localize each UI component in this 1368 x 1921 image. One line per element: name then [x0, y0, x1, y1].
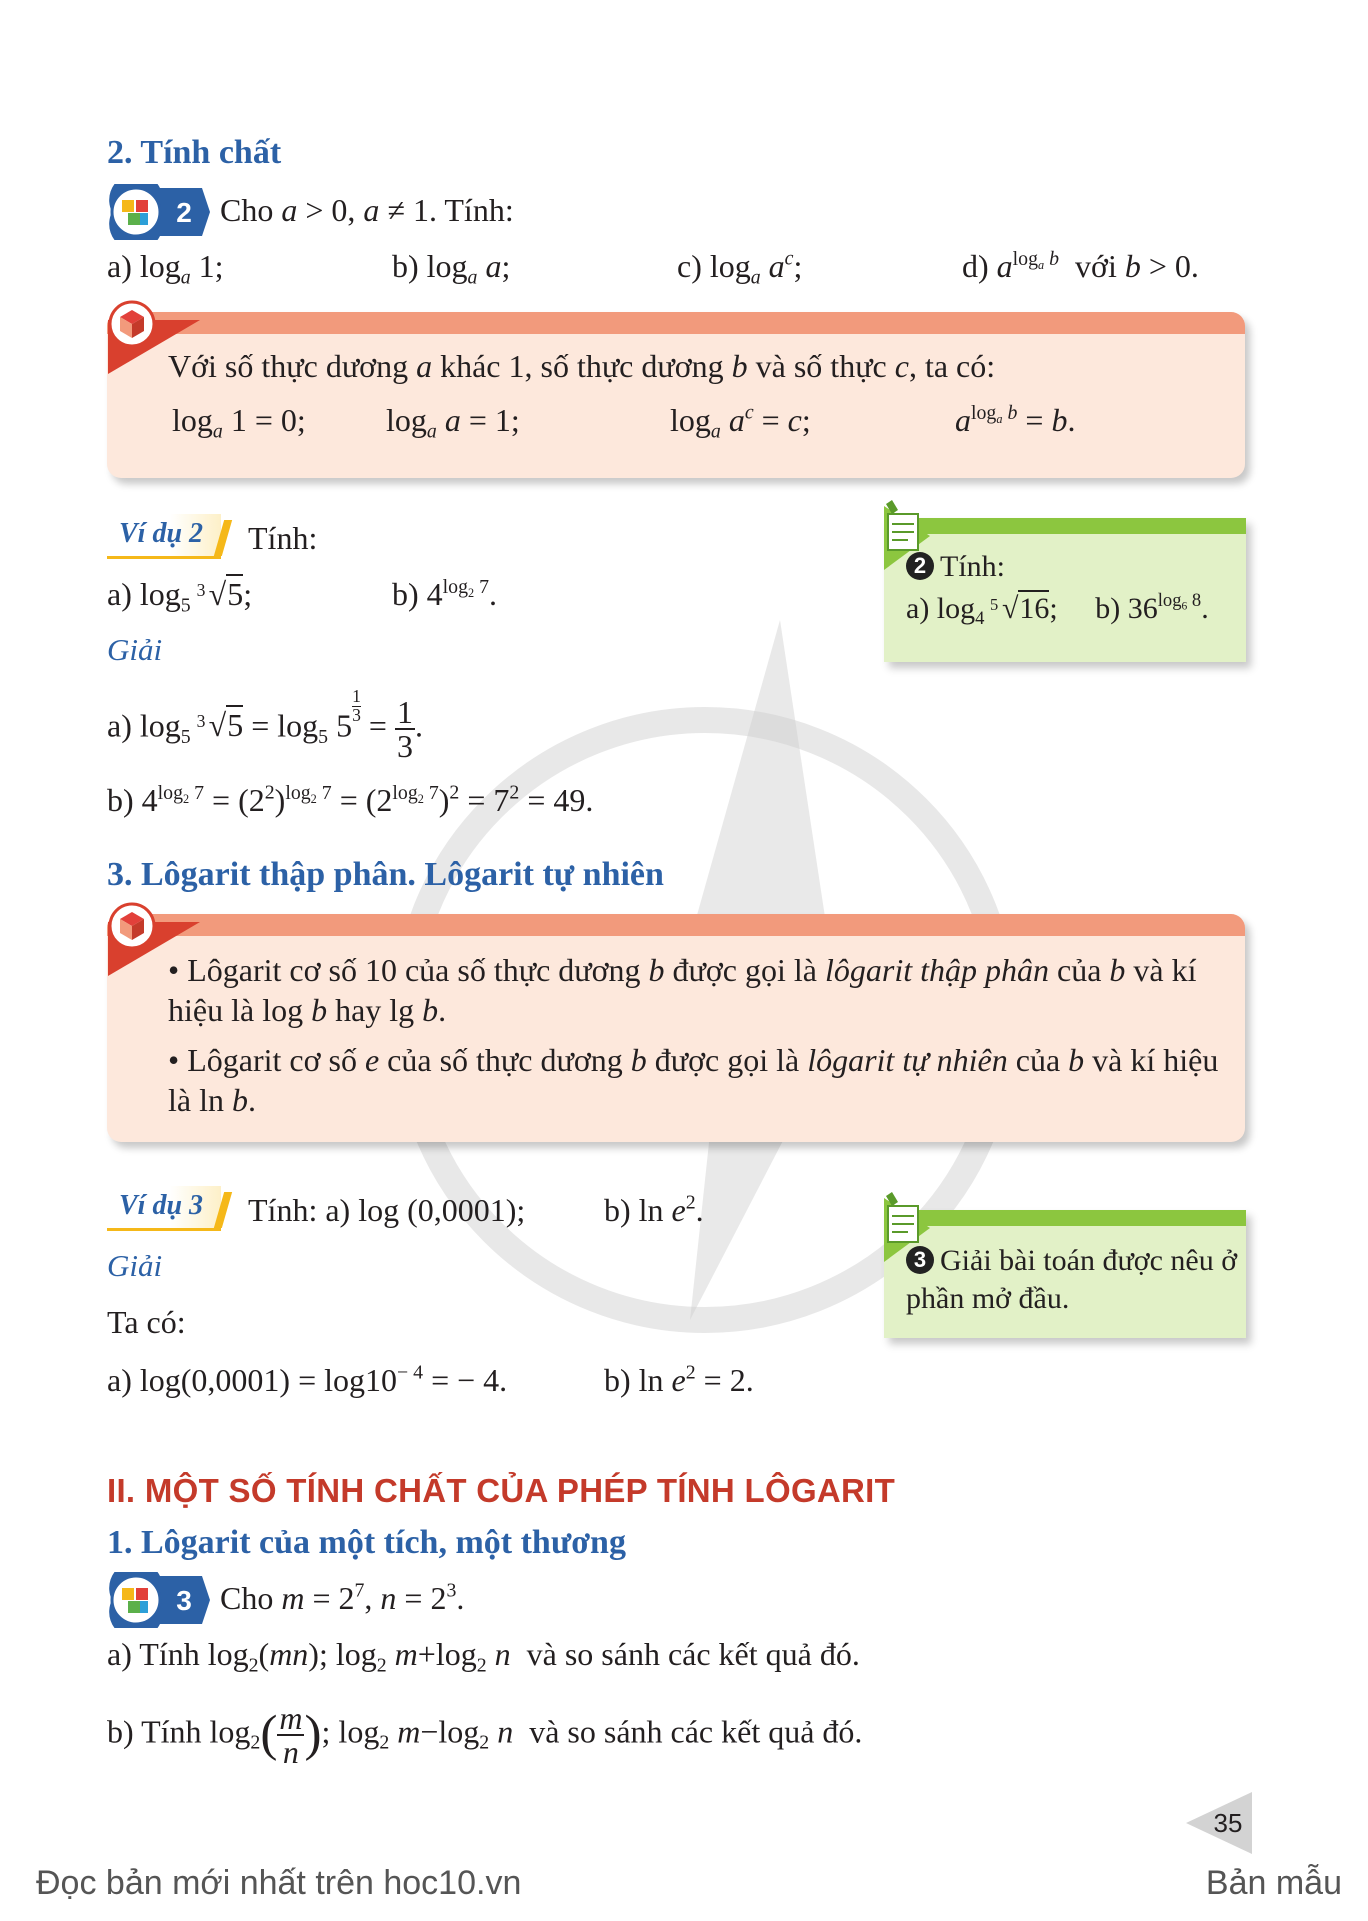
activity-badge — [106, 184, 210, 245]
activity-2-c: c) $\log_a a^c$; — [677, 247, 803, 289]
property-box — [107, 312, 1245, 478]
example-3-label: Ví dụ 3 — [107, 1186, 221, 1231]
activity-3-a: a) Tính $\log_2(mn)$; $\log_2 m+\log_2$ n và so sánh các kết quả đó. — [107, 1636, 860, 1677]
chapter-section-title: II. MỘT SỐ TÍNH CHẤT CỦA PHÉP TÍNH LÔGARIT — [107, 1472, 896, 1509]
example-3-task-b: b) $\ln e^2$. — [604, 1191, 704, 1228]
property-statement: Với số thực dương a khác 1, số thực dương b và số thực c, ta có: — [168, 348, 996, 384]
example-2-label: Ví dụ 2 — [107, 514, 221, 559]
activity-2-d: d) $a^{log_a b}$ với b > 0. — [962, 247, 1199, 284]
example-3-task: Tính: a) log (0,0001); — [248, 1192, 526, 1228]
practice-2-number: 2 — [906, 552, 934, 580]
cube-icon — [106, 184, 210, 240]
activity-2-b: b) $\log_a a$; — [392, 248, 511, 289]
activity-3-intro: Cho $m = 2^7$, $n = 2^3$. — [220, 1579, 465, 1616]
section-heading-properties: 2. Tính chất — [107, 134, 282, 171]
practice-2-body: a) $\log_4$ 5 √16; b) $36^{log_6 8}$. — [906, 590, 1209, 629]
footer-sample-label: Bản mẫu — [1205, 1864, 1342, 1902]
practice-2-title: 2 Tính: — [906, 548, 1005, 586]
activity-badge — [106, 1572, 210, 1633]
section-heading-product-quotient: 1. Lôgarit của một tích, một thương — [107, 1524, 626, 1561]
activity-2-intro: Cho a > 0, a ≠ 1. Tính: — [220, 192, 514, 228]
definition-decimal-log: • Lôgarit cơ số 10 của số thực dương b được gọi là lôgarit thập phân của b và kí hiệu là log b hay lg b. — [168, 952, 1197, 1028]
example-2-solution-label: Giải — [107, 632, 163, 667]
activity-2-a: a) $\log_a 1$; — [107, 248, 224, 289]
page-number: 35 — [1213, 1808, 1243, 1838]
example-2-b: b) $4^{log_2 7}$. — [392, 575, 498, 612]
footer-source-link[interactable]: Đọc bản mới nhất trên hoc10.vn — [36, 1864, 522, 1902]
property-formula-2: $\log_a a = 1$; — [386, 402, 520, 443]
example-2-solution-a: a) $\log_5$ 3 $√5 = \log_5 5$ $\frac{1}{3}$ = $\frac{1}{3}$ . — [107, 686, 423, 765]
practice-3-body: 3 Giải bài toán được nêu ở phần mở đầu. — [906, 1244, 1238, 1315]
example-2-solution-b: b) $4^{log_2 7} = (2^2)^{log_2 7} = (2^{log_2 7})^2 = 7^2 = 49$. — [107, 781, 594, 818]
example-2-a: a) $\log_5$ 3 √5; — [107, 576, 253, 617]
section-heading-log-types: 3. Lôgarit thập phân. Lôgarit tự nhiên — [107, 856, 664, 893]
example-2-task: Tính: — [248, 520, 318, 556]
property-formula-4: $a^{log_a b} = b$. — [955, 401, 1076, 438]
svg-text:3: 3 — [176, 1585, 192, 1616]
activity-3-b: b) Tính $\log_2$( $\frac{m}{n}$ ); $\log_2 m-\log_2$ n và so sánh các kết quả đó. — [107, 1700, 863, 1770]
property-formula-1: $\log_a 1 = 0$; — [172, 402, 306, 443]
svg-text:2: 2 — [176, 197, 192, 228]
cube-icon — [106, 1572, 210, 1628]
example-3-solution-b: b) $\ln e^2 = 2$. — [604, 1361, 754, 1398]
example-3-solution-a: a) $\log(0,0001) = \log 10^{- 4}$ = − 4. — [107, 1361, 508, 1398]
example-3-we-have: Ta có: — [107, 1304, 186, 1340]
definition-natural-log: • Lôgarit cơ số e của số thực dương b được gọi là lôgarit tự nhiên của b và kí hiệu là ln b. — [168, 1042, 1219, 1118]
example-3-solution-label: Giải — [107, 1248, 163, 1283]
property-formula-3: $\log_a a^c = c$; — [670, 401, 811, 443]
practice-3-number: 3 — [906, 1246, 934, 1274]
